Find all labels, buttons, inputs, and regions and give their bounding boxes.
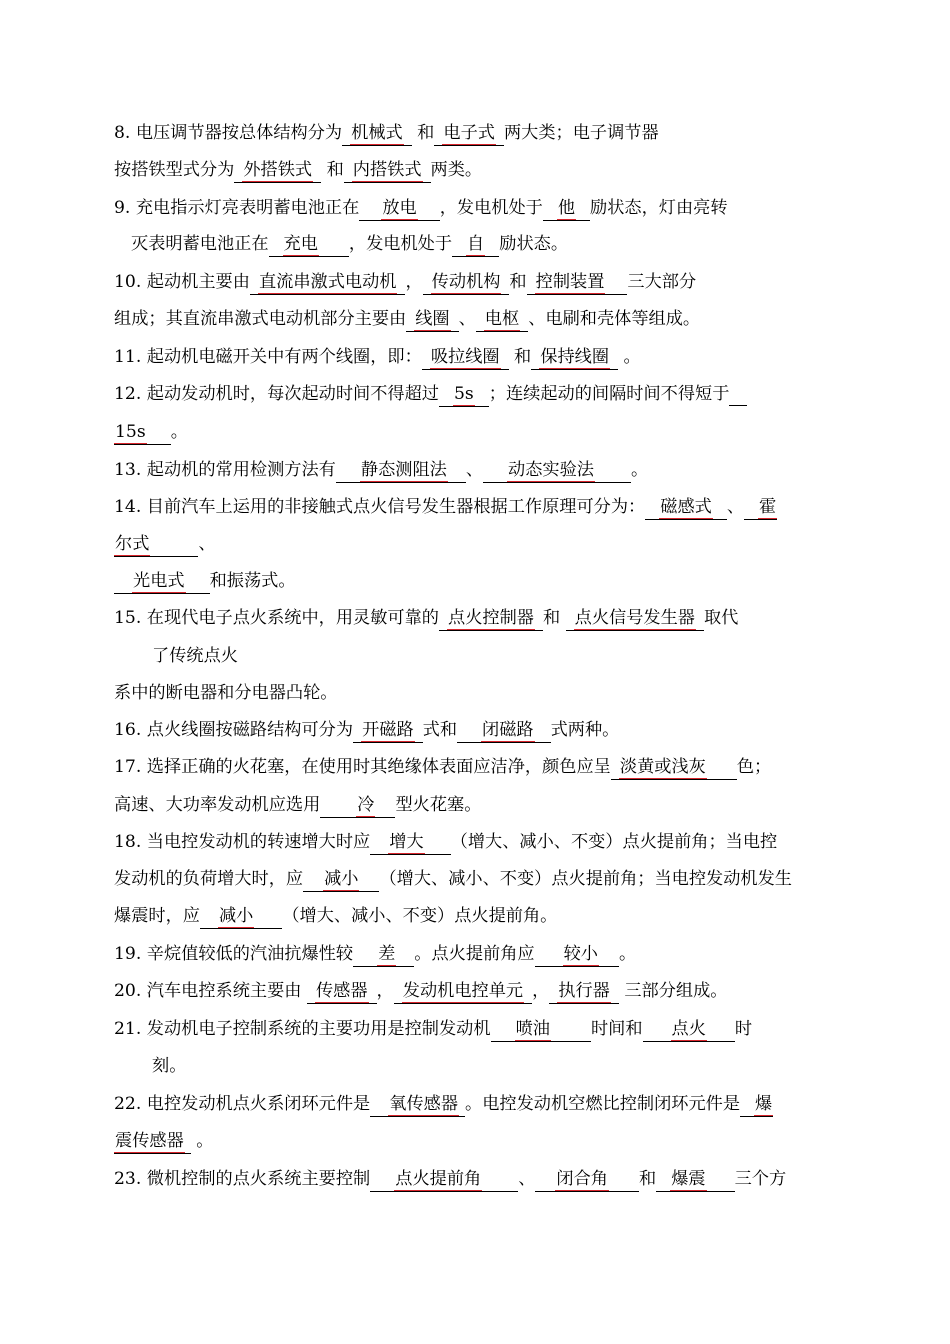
q16-text: 16. 点火线圈按磁路结构可分为 bbox=[114, 720, 354, 740]
q9-text: ，发电机处于 bbox=[439, 198, 543, 218]
q10-blank-4 bbox=[406, 308, 458, 332]
q9-blank-1 bbox=[359, 197, 439, 221]
q18-line-1 bbox=[114, 830, 777, 855]
q10-line-1 bbox=[114, 270, 696, 295]
answer-text: 电子式 bbox=[443, 123, 495, 143]
q12-text: 。 bbox=[170, 422, 188, 442]
answer-text: 充电 bbox=[283, 234, 318, 254]
q11-text: 。 bbox=[623, 347, 641, 367]
answer-text: 机械式 bbox=[351, 123, 403, 143]
q8-text: 两大类；电子调节器 bbox=[503, 123, 659, 143]
q15-blank-2 bbox=[566, 607, 704, 631]
q14-blank-2-start bbox=[744, 496, 777, 520]
q14-blank-2 bbox=[114, 533, 198, 557]
answer-text: 直流串激式电动机 bbox=[258, 272, 397, 292]
q16-blank-2 bbox=[457, 719, 551, 743]
q17-blank-1 bbox=[611, 756, 737, 780]
answer-text: 差 bbox=[378, 944, 396, 964]
q17-text: 型火花塞。 bbox=[395, 795, 482, 815]
q21-text: 时 bbox=[734, 1019, 753, 1039]
answer-text: 喷油 bbox=[515, 1019, 550, 1039]
q21-blank-2 bbox=[643, 1018, 735, 1042]
q19-text: 。 bbox=[618, 944, 637, 964]
answer-text: 点火信号发生器 bbox=[574, 608, 695, 628]
q13-text: 。 bbox=[630, 460, 649, 480]
q20-text: 20. 汽车电控系统主要由 bbox=[114, 981, 302, 1001]
q9-text: 励状态。 bbox=[499, 234, 569, 254]
answer-text: 保持线圈 bbox=[540, 347, 610, 367]
q22-blank-1 bbox=[370, 1093, 465, 1117]
q20-blank-2 bbox=[394, 980, 532, 1004]
q18-blank-2 bbox=[303, 868, 379, 892]
q17-blank-2 bbox=[320, 794, 395, 818]
q17-text: 17. 选择正确的火花塞，在使用时其绝缘体表面应洁净，颜色应呈 bbox=[114, 757, 611, 777]
answer-text: 点火控制器 bbox=[448, 608, 534, 628]
q17-text: 色； bbox=[736, 757, 772, 777]
answer-text: 爆 bbox=[755, 1094, 773, 1114]
q14-blank-1 bbox=[645, 496, 727, 520]
q14-blank-3 bbox=[114, 570, 210, 594]
answer-text: 放电 bbox=[382, 198, 417, 218]
answer-text: 外搭铁式 bbox=[243, 160, 313, 180]
answer-text: 减小 bbox=[218, 906, 254, 926]
q18-text: （增大、减小、不变）点火提前角。 bbox=[282, 906, 558, 926]
q21-text: 时间和 bbox=[590, 1019, 643, 1039]
q16-text: 式两种。 bbox=[550, 720, 620, 740]
answer-text: 传感器 bbox=[315, 981, 368, 1001]
q19-blank-1 bbox=[353, 943, 414, 967]
answer-text: 氧传感器 bbox=[389, 1094, 459, 1114]
q8-blank-4 bbox=[344, 159, 431, 183]
q16-text: 式和 bbox=[422, 720, 458, 740]
answer-text: 传动机构 bbox=[431, 272, 501, 292]
answer-text: 磁感式 bbox=[660, 497, 712, 517]
q10-text: 三大部分 bbox=[627, 272, 697, 292]
q15-text: 和 bbox=[542, 608, 561, 628]
q8-text: 和 bbox=[326, 160, 344, 180]
answer-text: 动态实验法 bbox=[508, 460, 594, 480]
q18-text: （增大、减小、不变）点火提前角；当电控 bbox=[450, 832, 778, 852]
q14-text: 14. 目前汽车上运用的非接触式点火信号发生器根据工作原理可分为： bbox=[114, 497, 646, 517]
q22-line-1 bbox=[114, 1092, 773, 1117]
q18-line-3 bbox=[114, 904, 557, 929]
answer-text: 较小 bbox=[563, 944, 598, 964]
answer-text: 控制装置 bbox=[535, 272, 605, 292]
q8-text: 8. 电压调节器按总体结构分为 bbox=[114, 123, 343, 143]
q13-text: 、 bbox=[465, 460, 484, 480]
answer-text: 他 bbox=[557, 198, 576, 218]
q12-blank-2 bbox=[114, 421, 171, 445]
q18-blank-3 bbox=[200, 905, 282, 929]
q14-line-3 bbox=[114, 569, 296, 594]
answer-text: 发动机电控单元 bbox=[402, 981, 524, 1001]
q9-blank-2 bbox=[543, 197, 590, 221]
q8-line-1 bbox=[114, 121, 659, 146]
q15-line-2: 了传统点火 bbox=[152, 646, 238, 666]
q20-line bbox=[114, 979, 727, 1004]
q14-text: 、 bbox=[726, 497, 745, 517]
q15-line-1 bbox=[114, 606, 738, 631]
q9-text: 灭表明蓄电池正在 bbox=[131, 234, 269, 254]
answer-text: 霍 bbox=[759, 497, 777, 517]
q12-line-1 bbox=[114, 382, 747, 407]
answer-text: 自 bbox=[467, 234, 485, 254]
q23-blank-1 bbox=[370, 1168, 518, 1192]
q10-text: 、 bbox=[458, 309, 476, 329]
q14-line-1 bbox=[114, 495, 777, 520]
q22-blank-2 bbox=[114, 1130, 191, 1154]
q20-blank-3 bbox=[549, 980, 619, 1004]
q19-blank-2 bbox=[535, 943, 619, 967]
q8-text: 和 bbox=[417, 123, 435, 143]
q8-text: 按搭铁型式分为 bbox=[114, 160, 235, 180]
q18-text: 发动机的负荷增大时，应 bbox=[114, 869, 304, 889]
q12-blank-2-start bbox=[729, 383, 747, 406]
q11-text: 和 bbox=[514, 347, 532, 367]
q15-line-3: 系中的断电器和分电器凸轮。 bbox=[114, 683, 338, 703]
answer-text: 内搭铁式 bbox=[352, 160, 422, 180]
q10-blank-1 bbox=[250, 271, 406, 295]
q10-line-2 bbox=[114, 307, 700, 332]
q11-blank-1 bbox=[422, 346, 509, 370]
q18-blank-1 bbox=[370, 831, 450, 855]
q17-line-2 bbox=[114, 793, 481, 818]
q21-line-2: 刻。 bbox=[152, 1056, 187, 1076]
q12-text: ；连续起动的间隔时间不得短于 bbox=[488, 384, 730, 404]
q11-blank-2 bbox=[531, 346, 618, 370]
q9-line-2 bbox=[131, 232, 568, 257]
q19-text: 。点火提前角应 bbox=[414, 944, 535, 964]
answer-text: 执行器 bbox=[558, 981, 610, 1001]
answer-text: 点火 bbox=[671, 1019, 706, 1039]
q9-blank-3 bbox=[269, 233, 349, 257]
q23-blank-3 bbox=[656, 1168, 734, 1192]
q10-text: 、电刷和壳体等组成。 bbox=[528, 309, 701, 329]
answer-text: 闭磁路 bbox=[482, 720, 534, 740]
answer-text: 光电式 bbox=[133, 571, 185, 591]
q23-text: 、 bbox=[518, 1169, 536, 1189]
q15-text: 15. 在现代电子点火系统中，用灵敏可靠的 bbox=[114, 608, 439, 628]
q13-text: 13. 起动机的常用检测方法有 bbox=[114, 460, 336, 480]
q23-text: 23. 微机控制的点火系统主要控制 bbox=[114, 1169, 371, 1189]
q20-text: ， bbox=[376, 981, 394, 1001]
q16-line bbox=[114, 718, 619, 743]
q15-blank-1 bbox=[439, 607, 543, 631]
answer-text: 淡黄或浅灰 bbox=[619, 757, 706, 777]
q22-text: 22. 电控发动机点火系闭环元件是 bbox=[114, 1094, 371, 1114]
q11-line bbox=[114, 345, 641, 370]
answer-text: 5s bbox=[454, 384, 474, 404]
q22-text: 。电控发动机空燃比控制闭环元件是 bbox=[465, 1094, 741, 1114]
q18-text: 18. 当电控发动机的转速增大时应 bbox=[114, 832, 371, 852]
q14-text: 、 bbox=[198, 534, 216, 554]
answer-text: 静态测阻法 bbox=[360, 460, 447, 480]
answer-text: 爆震 bbox=[671, 1169, 706, 1189]
q10-blank-2 bbox=[423, 271, 510, 295]
q14-text: 和振荡式。 bbox=[209, 571, 296, 591]
q20-text: 三部分组成。 bbox=[624, 981, 728, 1001]
answer-text: 点火提前角 bbox=[395, 1169, 482, 1189]
q9-text: ，发电机处于 bbox=[348, 234, 453, 254]
q11-text: 11. 起动机电磁开关中有两个线圈，即： bbox=[114, 347, 422, 367]
q10-blank-3 bbox=[527, 271, 628, 295]
q20-blank-1 bbox=[307, 980, 377, 1004]
q21-blank-1 bbox=[491, 1018, 591, 1042]
q17-text: 高速、大功率发动机应选用 bbox=[114, 795, 321, 815]
q8-blank-2 bbox=[434, 122, 504, 146]
q15-text: 取代 bbox=[703, 608, 739, 628]
q8-line-2 bbox=[114, 158, 482, 183]
q23-blank-2 bbox=[535, 1168, 639, 1192]
q21-line-1 bbox=[114, 1017, 752, 1042]
answer-text: 减小 bbox=[324, 869, 359, 889]
q16-blank-1 bbox=[353, 719, 423, 743]
q20-text: ， bbox=[532, 981, 550, 1001]
answer-text: 尔式 bbox=[115, 534, 150, 554]
q9-text: 9. 充电指示灯亮表明蓄电池正在 bbox=[114, 198, 360, 218]
q17-line-1 bbox=[114, 755, 771, 780]
q18-text: （增大、减小、不变）点火提前角；当电控发动机发生 bbox=[379, 869, 792, 889]
q12-line-2 bbox=[114, 420, 188, 445]
q22-line-2 bbox=[114, 1129, 213, 1154]
q10-text: 和 bbox=[509, 272, 527, 292]
answer-text: 冷 bbox=[357, 795, 375, 815]
q23-line bbox=[114, 1167, 786, 1192]
q8-blank-3 bbox=[234, 159, 321, 183]
answer-text: 电枢 bbox=[484, 309, 520, 329]
q13-blank-1 bbox=[336, 459, 466, 483]
q9-blank-4 bbox=[452, 233, 499, 257]
answer-text: 震传感器 bbox=[115, 1131, 184, 1151]
q21-text: 21. 发动机电子控制系统的主要功用是控制发动机 bbox=[114, 1019, 491, 1039]
answer-text: 闭合角 bbox=[556, 1169, 608, 1189]
q10-text: ， bbox=[405, 272, 423, 292]
q23-text: 和 bbox=[638, 1169, 657, 1189]
q10-text: 组成；其直流串激式电动机部分主要由 bbox=[114, 309, 407, 329]
answer-text: 线圈 bbox=[415, 309, 450, 329]
answer-text: 增大 bbox=[389, 832, 424, 852]
q8-text: 两类。 bbox=[430, 160, 483, 180]
q14-line-2 bbox=[114, 532, 216, 557]
answer-text: 开磁路 bbox=[362, 720, 414, 740]
q12-blank-1 bbox=[439, 383, 489, 407]
q9-text: 励状态，灯由亮转 bbox=[590, 198, 728, 218]
q12-text: 12. 起动发动机时，每次起动时间不得超过 bbox=[114, 384, 439, 404]
q13-blank-2 bbox=[483, 459, 631, 483]
q22-text: 。 bbox=[196, 1131, 214, 1151]
q19-line bbox=[114, 942, 636, 967]
q18-line-2 bbox=[114, 867, 792, 892]
q18-text: 爆震时，应 bbox=[114, 906, 200, 926]
q23-text: 三个方 bbox=[734, 1169, 787, 1189]
answer-text: 15s bbox=[115, 422, 146, 442]
q19-text: 19. 辛烷值较低的汽油抗爆性较 bbox=[114, 944, 354, 964]
answer-text: 吸拉线圈 bbox=[430, 347, 500, 367]
q10-text: 10. 起动机主要由 bbox=[114, 272, 250, 292]
q22-blank-2-start bbox=[740, 1093, 773, 1117]
q13-line bbox=[114, 458, 648, 483]
q10-blank-5 bbox=[476, 308, 528, 332]
q9-line-1 bbox=[114, 196, 728, 221]
q8-blank-1 bbox=[342, 122, 412, 146]
